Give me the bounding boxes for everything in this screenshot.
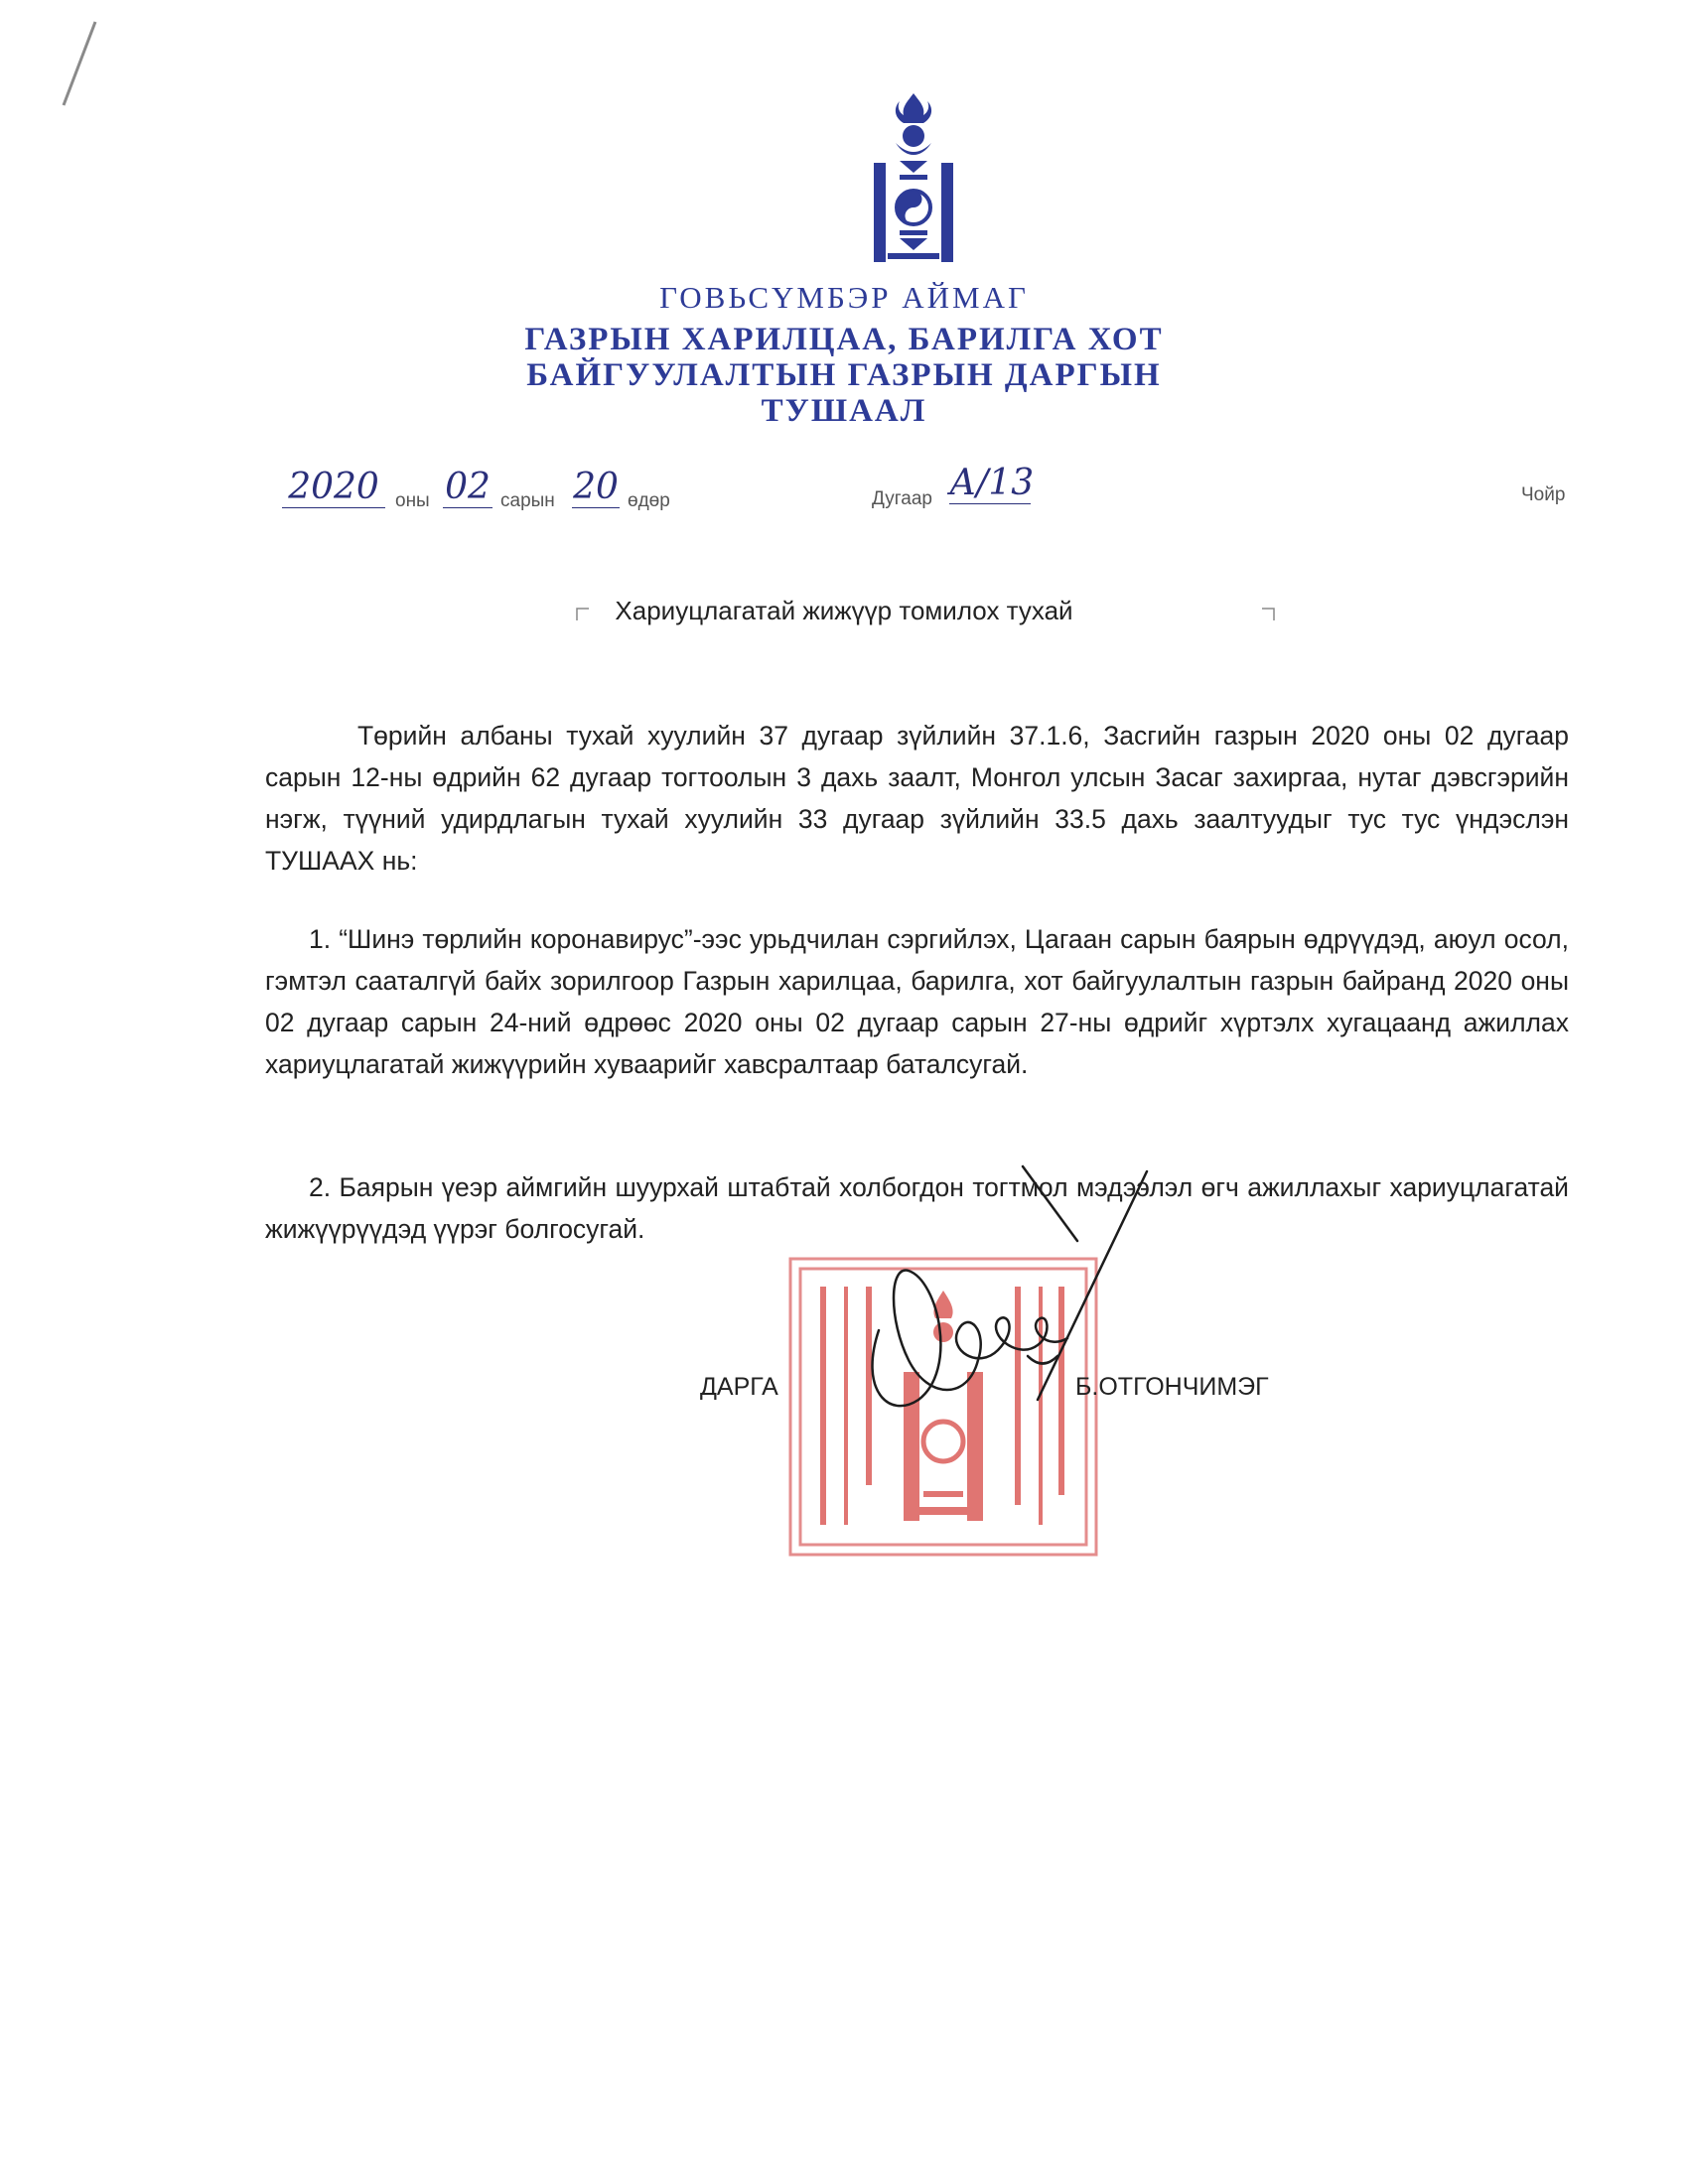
number-label: Дугаар [872, 488, 932, 509]
date-line [278, 463, 1569, 526]
date-day-label: өдөр [628, 490, 670, 511]
department-title-line1: ГАЗРЫН ХАРИЛЦАА, БАРИЛГА ХОТ [524, 322, 1164, 357]
preamble-paragraph: Төрийн албаны тухай хуулийн 37 дугаар зүйлийн 37.1.6, Засгийн газрын 2020 оны 02 дугаар сарын 12-ны өдрийн 62 дугаар тогтоолын 3 дахь заалт, Монгол улсын Засаг захиргаа, нутаг дэвсгэрийн нэгж, түүний удирдлагын тухай хуулийн 33 дугаар зүйлийн 33.5 дахь заалтуудыг тус тус үндэслэн ТУШААХ нь: [265, 721, 1569, 876]
soyombo-emblem-icon [864, 91, 963, 265]
order-item-2: 2. Баярын үеэр аймгийн шуурхай штабтай холбогдон тогтмол мэдээлэл өгч ажиллахыг хариуцлагатай жижүүрүүдэд үүрэг болгосугай. [265, 1172, 1569, 1244]
pen-mark-decoration [60, 20, 99, 109]
subject-right-corner-mark [1261, 608, 1275, 621]
place-label: Чойр [1521, 484, 1566, 505]
signatory-title: ДАРГА [700, 1373, 778, 1401]
document-subject: Хариуцлагатай жижүүр томилох тухай [615, 596, 1073, 625]
order-number-value: А/13 [949, 463, 1035, 503]
date-day-value: 20 [573, 467, 619, 507]
handwritten-signature [849, 1161, 1167, 1459]
order-item-1: 1. “Шинэ төрлийн коронавирус”-ээс урьдчилан сэргийлэх, Цагаан сарын баярын өдрүүдэд, аюул осол, гэмтэл сааталгүй байх зорилгоор Газрын харилцаа, барилга, хот байгуулалтын газрын байранд 2020 оны 02 дугаар сарын 24-ний өдрөөс 2020 оны 02 дугаар сарын 27-ны өдрийг хүртэлх хугацаанд ажиллах хариуцлагатай жижүүрийн хуваарийг хавсралтаар баталсугай. [265, 924, 1569, 1079]
date-month-value: 02 [443, 467, 492, 508]
date-year-label: оны [395, 490, 430, 511]
date-month-label: сарын [500, 490, 555, 511]
document-type-title: ТУШААЛ [761, 393, 927, 429]
aimag-title: ГОВЬСҮМБЭР АЙМАГ [659, 280, 1029, 315]
department-title-line2: БАЙГУУЛАЛТЫН ГАЗРЫН ДАРГЫН [526, 357, 1162, 393]
date-year-value: 2020 [282, 467, 385, 508]
signatory-name: Б.ОТГОНЧИМЭГ [1075, 1373, 1269, 1401]
